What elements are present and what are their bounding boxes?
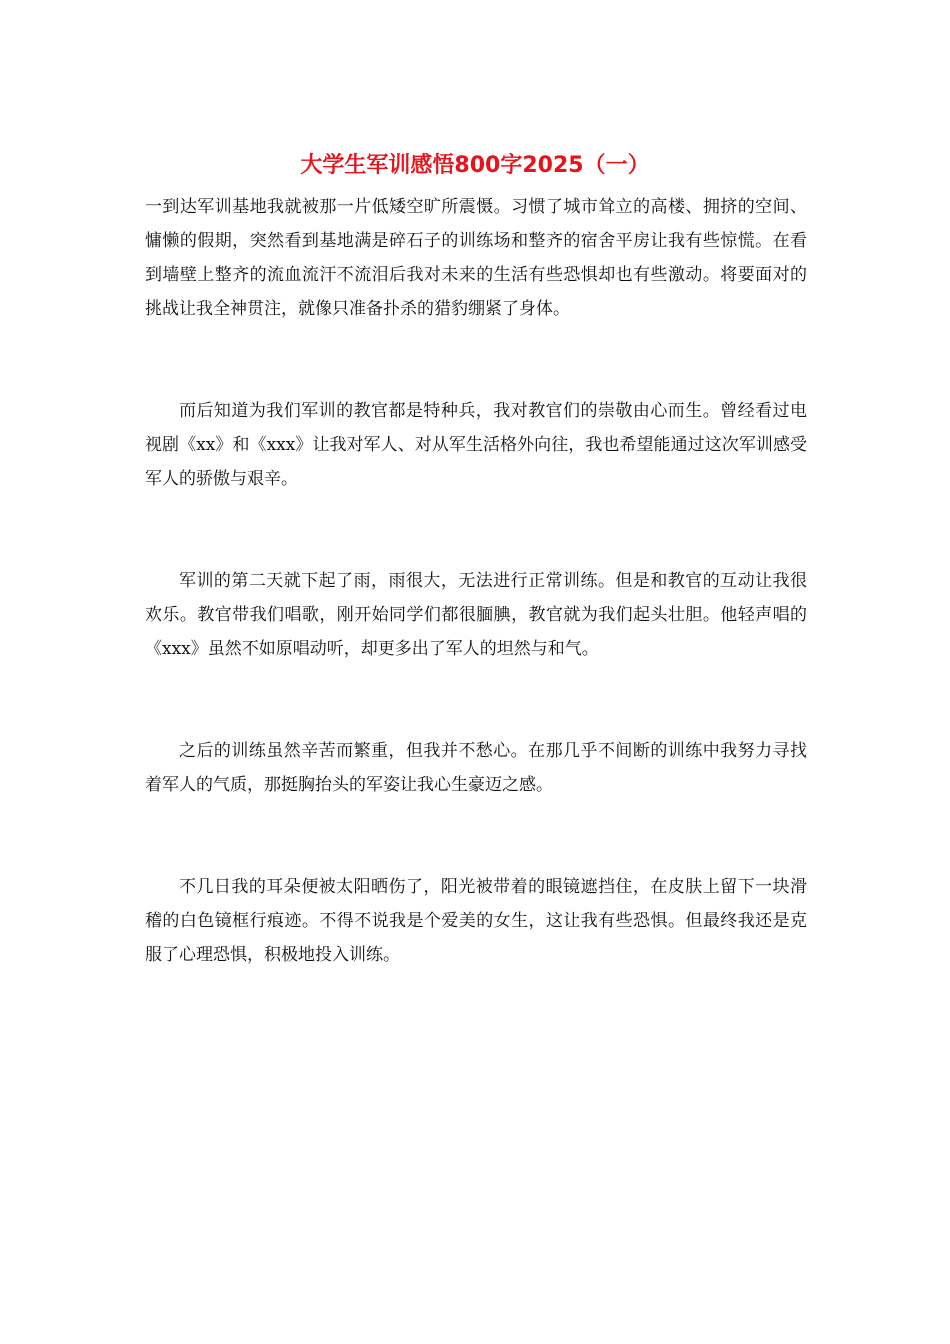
document-body [145, 190, 807, 972]
paragraph-gap [145, 802, 807, 870]
paragraph-2: 而后知道为我们军训的教官都是特种兵，我对教官们的崇敬由心而生。曾经看过电视剧《xx》和《xxx》让我对军人、对从军生活格外向往，我也希望能通过这次军训感受军人的骄傲与艰辛。 [145, 401, 807, 489]
paragraph-gap [145, 666, 807, 734]
paragraph-5: 不几日我的耳朵便被太阳晒伤了，阳光被带着的眼镜遮挡住，在皮肤上留下一块滑稽的白色镜框行痕迹。不得不说我是个爱美的女生，这让我有些恐惧。但最终我还是克服了心理恐惧，积极地投入训练。 [145, 877, 807, 965]
paragraph-4: 之后的训练虽然辛苦而繁重，但我并不愁心。在那几乎不间断的训练中我努力寻找着军人的气质，那挺胸抬头的军姿让我心生豪迈之感。 [145, 741, 807, 795]
paragraph-gap [145, 326, 807, 394]
document-title: 大学生军训感悟800字2025（一） [300, 153, 650, 178]
paragraph-gap [145, 496, 807, 564]
paragraph-1: 一到达军训基地我就被那一片低矮空旷所震慑。习惯了城市耸立的高楼、拥挤的空间、慵懒的假期，突然看到基地满是碎石子的训练场和整齐的宿舍平房让我有些惊慌。在看到墙壁上整齐的流血流汗不流泪后我对未来的生活有些恐惧却也有些激动。将要面对的挑战让我全神贯注，就像只准备扑杀的猎豹绷紧了身体。 [145, 197, 807, 319]
paragraph-3: 军训的第二天就下起了雨，雨很大，无法进行正常训练。但是和教官的互动让我很欢乐。教官带我们唱歌，刚开始同学们都很腼腆，教官就为我们起头壮胆。他轻声唱的《xxx》虽然不如原唱动听，却更多出了军人的坦然与和气。 [145, 571, 807, 659]
